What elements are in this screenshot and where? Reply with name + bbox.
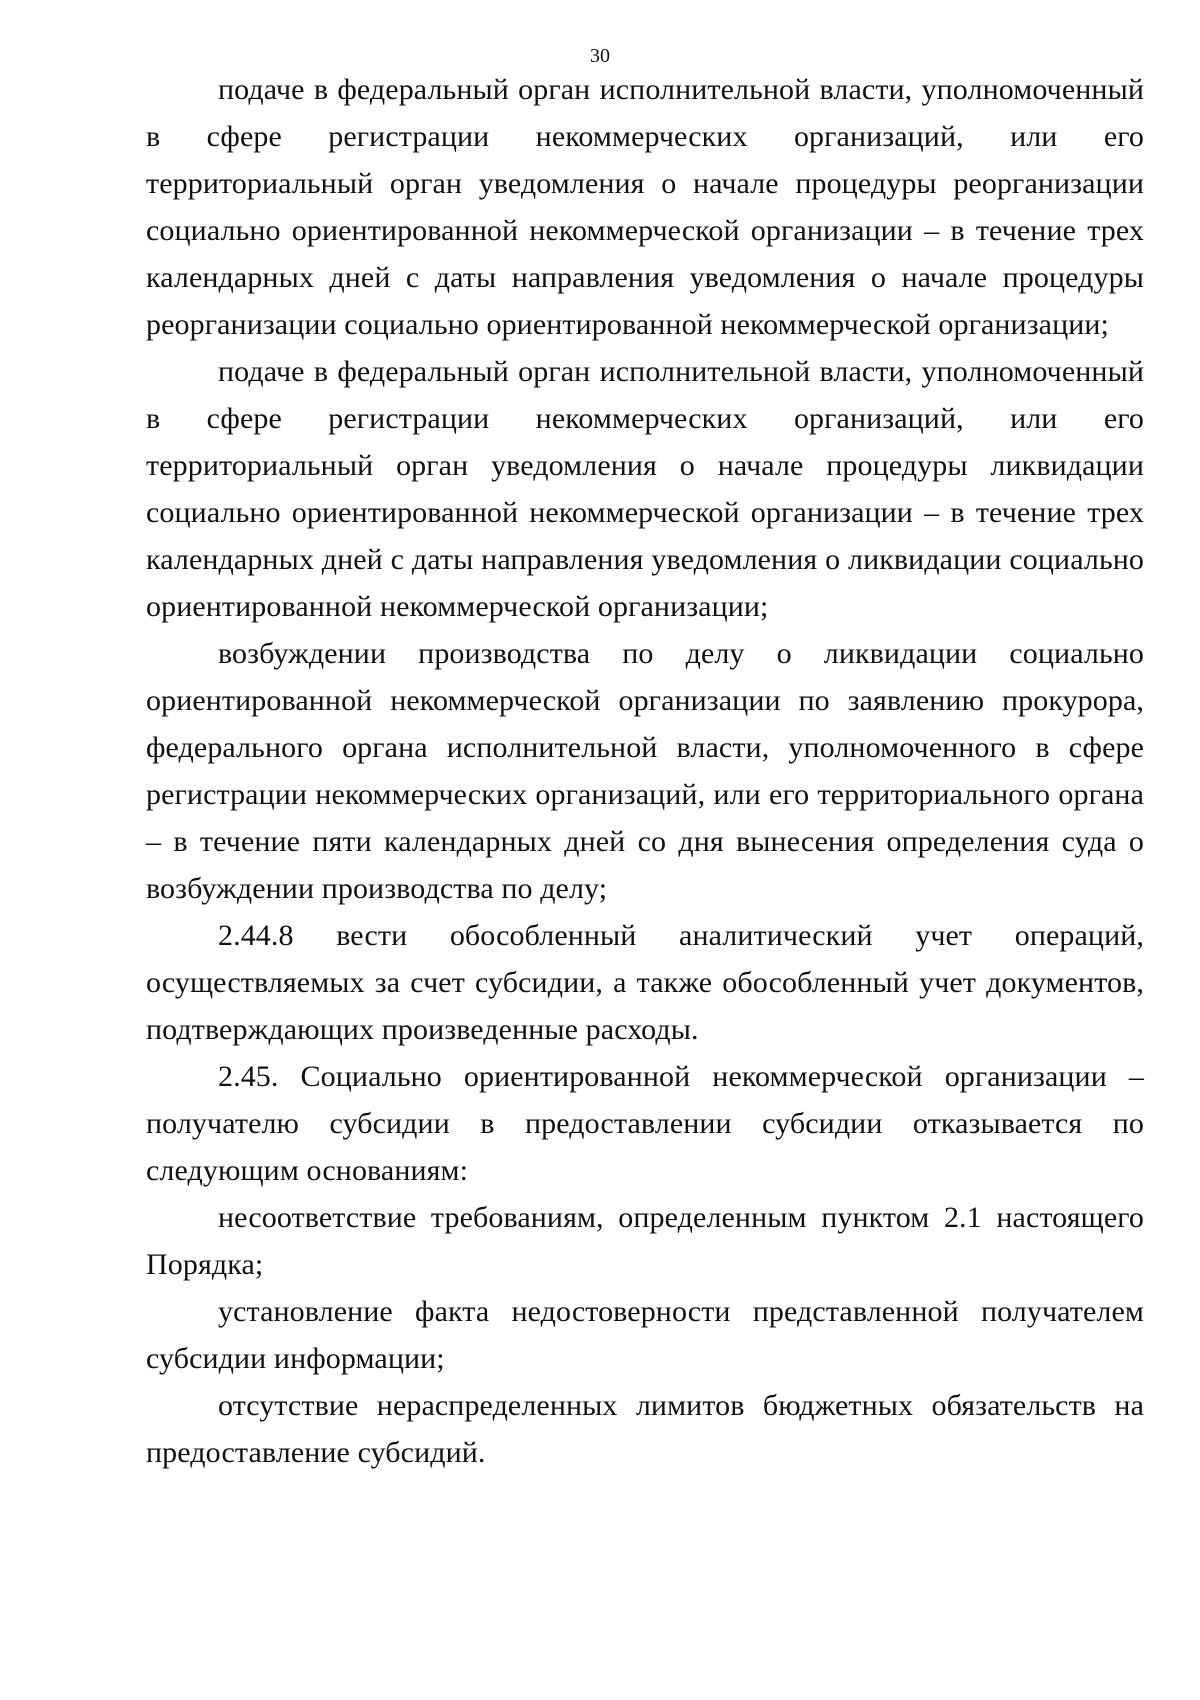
paragraph-2-45: 2.45. Социально ориентированной некоммерческой организации – получателю субсидии в предоставлении субсидии отказывается по следующим основаниям:	[146, 1060, 1144, 1187]
paragraph-refusal-ground-3: отсутствие нераспределенных лимитов бюджетных обязательств на предоставление субсидий.	[146, 1389, 1144, 1469]
document-body	[146, 66, 1144, 1476]
paragraph-2-44-8: 2.44.8 вести обособленный аналитический учет операций, осуществляемых за счет субсидии, а также обособленный учет документов, подтверждающих произведенные расходы.	[146, 919, 1144, 1046]
paragraph-liquidation-notice: подаче в федеральный орган исполнительной власти, уполномоченный в сфере регистрации некоммерческих организаций, или его территориальный орган уведомления о начале процедуры ликвидации социально ориентированной некоммерческой организации – в течение трех календарных дней с даты направления уведомления о ликвидации социально ориентированной некоммерческой организации;	[146, 355, 1144, 623]
paragraph-reorganization-notice: подаче в федеральный орган исполнительной власти, уполномоченный в сфере регистрации некоммерческих организаций, или его территориальный орган уведомления о начале процедуры реорганизации социально ориентированной некоммерческой организации – в течение трех календарных дней с даты направления уведомления о начале процедуры реорганизации социально ориентированной некоммерческой организации;	[146, 73, 1144, 341]
page-number: 30	[590, 45, 610, 67]
paragraph-refusal-ground-1: несоответствие требованиям, определенным пунктом 2.1 настоящего Порядка;	[146, 1201, 1144, 1281]
paragraph-refusal-ground-2: установление факта недостоверности представленной получателем субсидии информации;	[146, 1295, 1144, 1375]
paragraph-liquidation-proceedings: возбуждении производства по делу о ликвидации социально ориентированной некоммерческой организации по заявлению прокурора, федерального органа исполнительной власти, уполномоченного в сфере регистрации некоммерческих организаций, или его территориального органа – в течение пяти календарных дней со дня вынесения определения суда о возбуждении производства по делу;	[146, 637, 1144, 905]
